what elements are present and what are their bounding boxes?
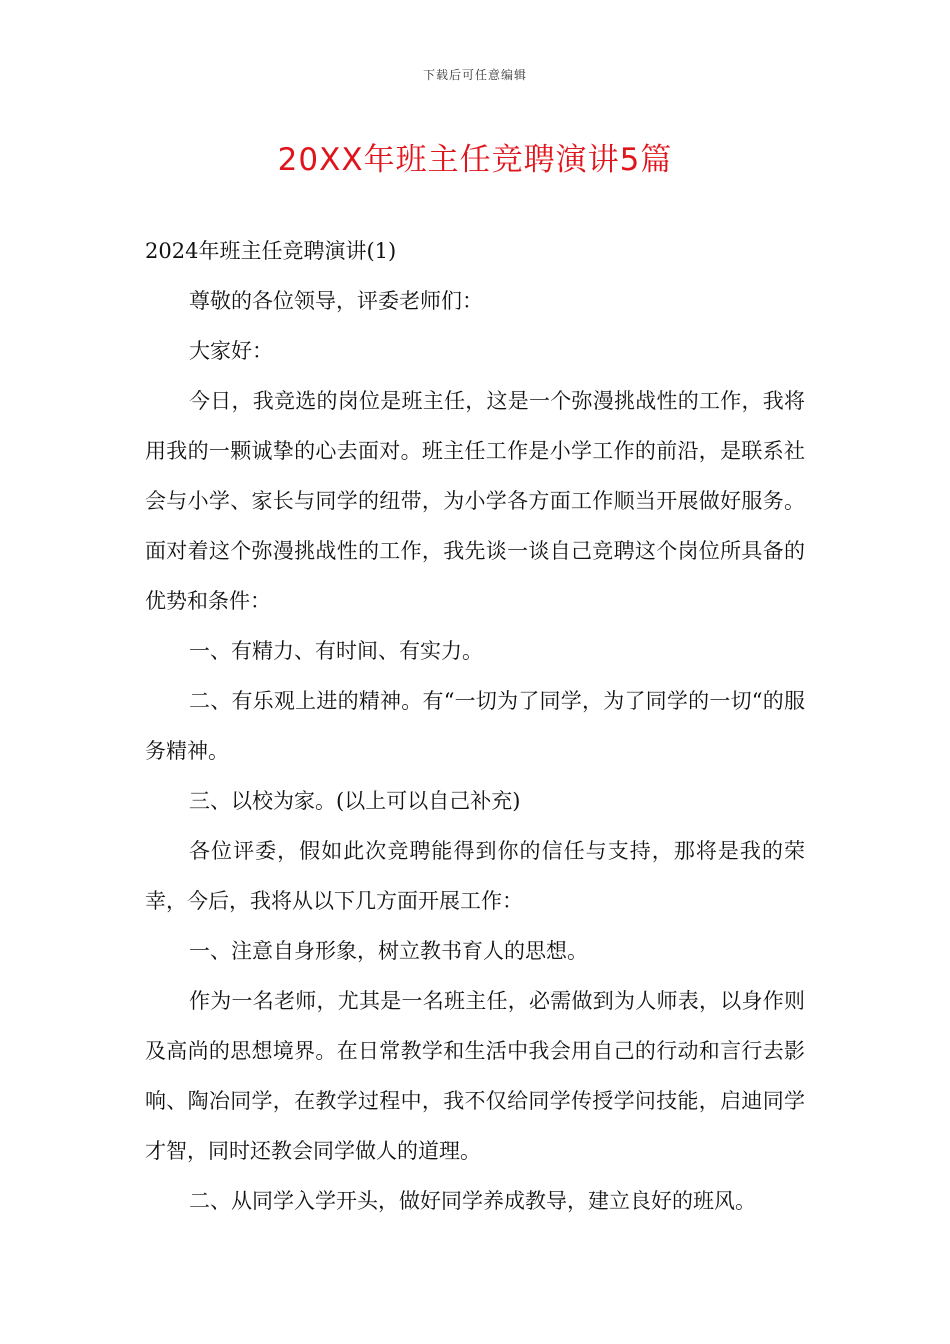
- document-body: [145, 226, 805, 1226]
- section-heading: 2024年班主任竞聘演讲(1): [145, 239, 397, 263]
- paragraph: 一、注意自身形象，树立教书育人的思想。: [189, 939, 588, 963]
- header-note: 下载后可任意编辑: [422, 68, 527, 82]
- paragraph: 三、以校为家。(以上可以自己补充): [189, 789, 521, 813]
- paragraph: 今日，我竞选的岗位是班主任，这是一个弥漫挑战性的工作，我将用我的一颗诚挚的心去面对。班主任工作是小学工作的前沿，是联系社会与小学、家长与同学的纽带，为小学各方面工作顺当开展做好服务。面对着这个弥漫挑战性的工作，我先谈一谈自己竞聘这个岗位所具备的优势和条件：: [145, 389, 805, 613]
- paragraph: 大家好：: [189, 339, 273, 363]
- paragraph: 作为一名老师，尤其是一名班主任，必需做到为人师表，以身作则及高尚的思想境界。在日常教学和生活中我会用自己的行动和言行去影响、陶冶同学，在教学过程中，我不仅给同学传授学问技能，启迪同学才智，同时还教会同学做人的道理。: [145, 989, 805, 1163]
- paragraph: 各位评委，假如此次竞聘能得到你的信任与支持，那将是我的荣幸，今后，我将从以下几方面开展工作：: [145, 839, 805, 913]
- paragraph: 一、有精力、有时间、有实力。: [189, 639, 483, 663]
- paragraph: 二、有乐观上进的精神。有“一切为了同学，为了同学的一切“的服务精神。: [145, 689, 805, 763]
- paragraph: 二、从同学入学开头，做好同学养成教导，建立良好的班风。: [189, 1189, 756, 1213]
- paragraph: 尊敬的各位领导，评委老师们：: [189, 289, 483, 313]
- document-title: 20XX年班主任竞聘演讲5篇: [277, 142, 673, 178]
